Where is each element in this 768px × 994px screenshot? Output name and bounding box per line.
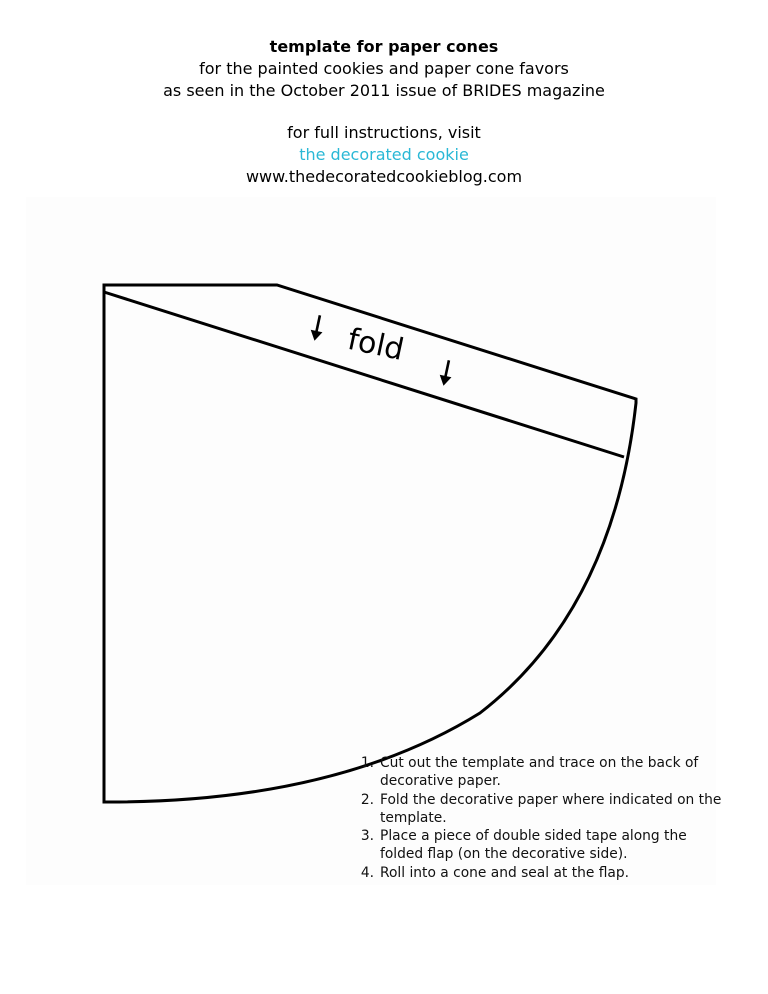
step-number: 2. — [360, 791, 374, 808]
blog-name-link[interactable]: the decorated cookie — [299, 145, 469, 164]
step-text: Cut out the template and trace on the back of decorative paper. — [380, 755, 699, 790]
down-arrow-icon — [309, 314, 326, 342]
list-item — [348, 864, 728, 882]
fold-line — [104, 292, 624, 457]
blog-url[interactable]: www.thedecoratedcookieblog.com — [245, 167, 523, 186]
step-number: 4. — [360, 864, 374, 881]
instructions-list — [348, 754, 728, 882]
list-item — [348, 827, 728, 864]
step-number: 1. — [360, 755, 374, 771]
page-title: template for paper cones — [269, 37, 499, 56]
step-number: 3. — [360, 828, 374, 845]
fold-label: fold — [344, 321, 407, 368]
step-text: Place a piece of double sided tape along the folded flap (on the decorative side). — [380, 828, 687, 863]
cone-outline — [104, 285, 636, 802]
list-item — [348, 791, 728, 828]
step-text: Roll into a cone and seal at the flap. — [380, 864, 630, 881]
subtitle-line-2: as seen in the October 2011 issue of BRIDES magazine — [163, 81, 605, 100]
instructions-intro: for full instructions, visit — [287, 123, 481, 142]
subtitle-line-1: for the painted cookies and paper cone favors — [199, 59, 569, 78]
list-item — [348, 754, 728, 791]
step-text: Fold the decorative paper where indicated on the template. — [380, 791, 722, 826]
down-arrow-icon — [438, 359, 455, 387]
